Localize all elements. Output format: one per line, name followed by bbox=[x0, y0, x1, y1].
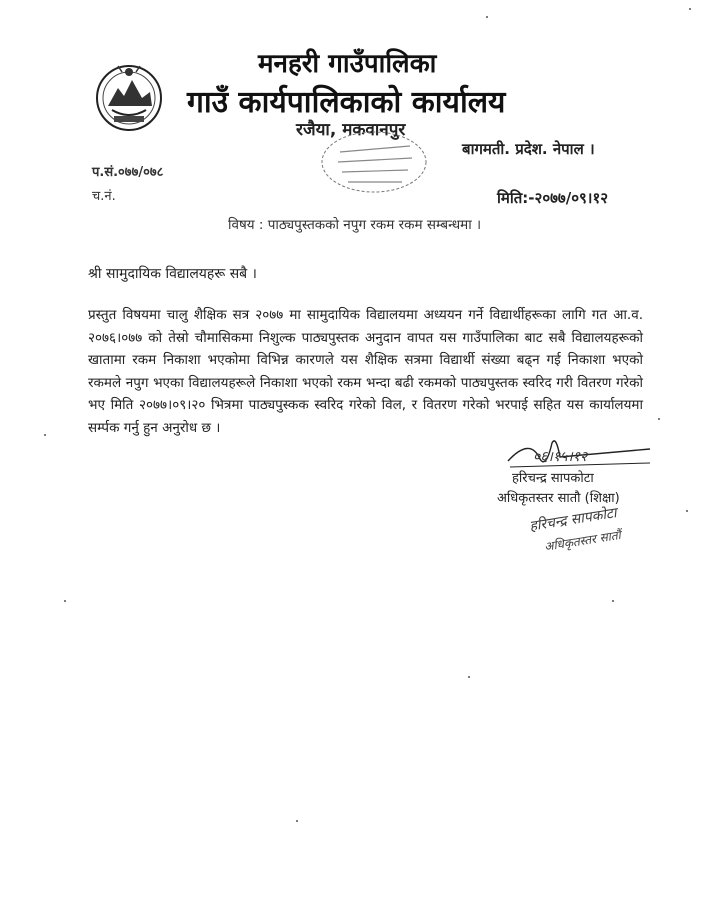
scan-speck bbox=[44, 434, 46, 436]
office-address: रजैया, मकवानपुर bbox=[296, 120, 406, 140]
scan-speck bbox=[296, 820, 298, 822]
office-name: मनहरी गाउँपालिका bbox=[258, 49, 437, 79]
signatory-title: अधिकृतस्तर सातौ (शिक्षा) bbox=[497, 491, 620, 506]
letter-date: मिति:-२०७७/०९।१२ bbox=[497, 189, 609, 207]
office-title: गाउँ कार्यपालिकाको कार्यालय bbox=[187, 85, 506, 120]
nepal-emblem-icon bbox=[94, 58, 164, 134]
salutation: श्री सामुदायिक विद्यालयहरू सबै । bbox=[88, 266, 257, 282]
office-stamp-icon bbox=[318, 126, 430, 196]
dispatch-number: च.नं. bbox=[92, 189, 116, 204]
scan-speck bbox=[486, 16, 488, 18]
signatory-name: हरिचन्द्र सापकोटा bbox=[512, 471, 594, 486]
signature-date: ०६।१५।१२ bbox=[533, 449, 588, 465]
scan-speck bbox=[64, 600, 66, 602]
scan-speck bbox=[612, 600, 614, 602]
province-label: बागमती. प्रदेश. नेपाल । bbox=[462, 140, 595, 158]
letter-body: प्रस्तुत विषयमा चालु शैक्षिक सत्र २०७७ मा सामुदायिक विद्यालयमा अध्ययन गर्ने विद्यार्थीहरूका लागि गत आ.व. २०७६।०७७ को तेस्रो चौमासिकमा निशुल्क पाठ्यपुस्तक अनुदान वापत यस गाउँपालिका बाट सबै विद्यालयहरूको खातामा रकम निकाशा भएकोमा विभिन्न कारणले यस शैक्षिक सत्रमा विद्यार्थी संख्या बढ्न गई निकाशा भएको रकमले नपुग भएका विद्यालयहरूले निकाशा भएको रकम भन्दा बढी रकमको पाठ्यपुस्तक स्वरिद गरी वितरण गरेको भए मिति २०७७।०९।२० भित्रमा पाठ्यपुस्कक स्वरिद गरेको विल, र वितरण गरेको भरपाई सहित यस कार्यालयमा सर्म्पक गर्नु हुन अनुरोध छ । bbox=[88, 307, 643, 436]
scan-speck bbox=[468, 676, 470, 678]
name-stamp-title: अधिकृतस्तर सातौं bbox=[543, 527, 622, 554]
reference-number: प.सं.०७७/०७८ bbox=[92, 165, 164, 180]
subject-line: विषय : पाठ्यपुस्तकको नपुग रकम रकम सम्बन्धमा । bbox=[228, 217, 482, 233]
scan-speck bbox=[689, 8, 691, 10]
scan-speck bbox=[658, 418, 660, 420]
scan-speck bbox=[686, 510, 688, 512]
name-stamp: हरिचन्द्र सापकोटा bbox=[528, 505, 618, 535]
